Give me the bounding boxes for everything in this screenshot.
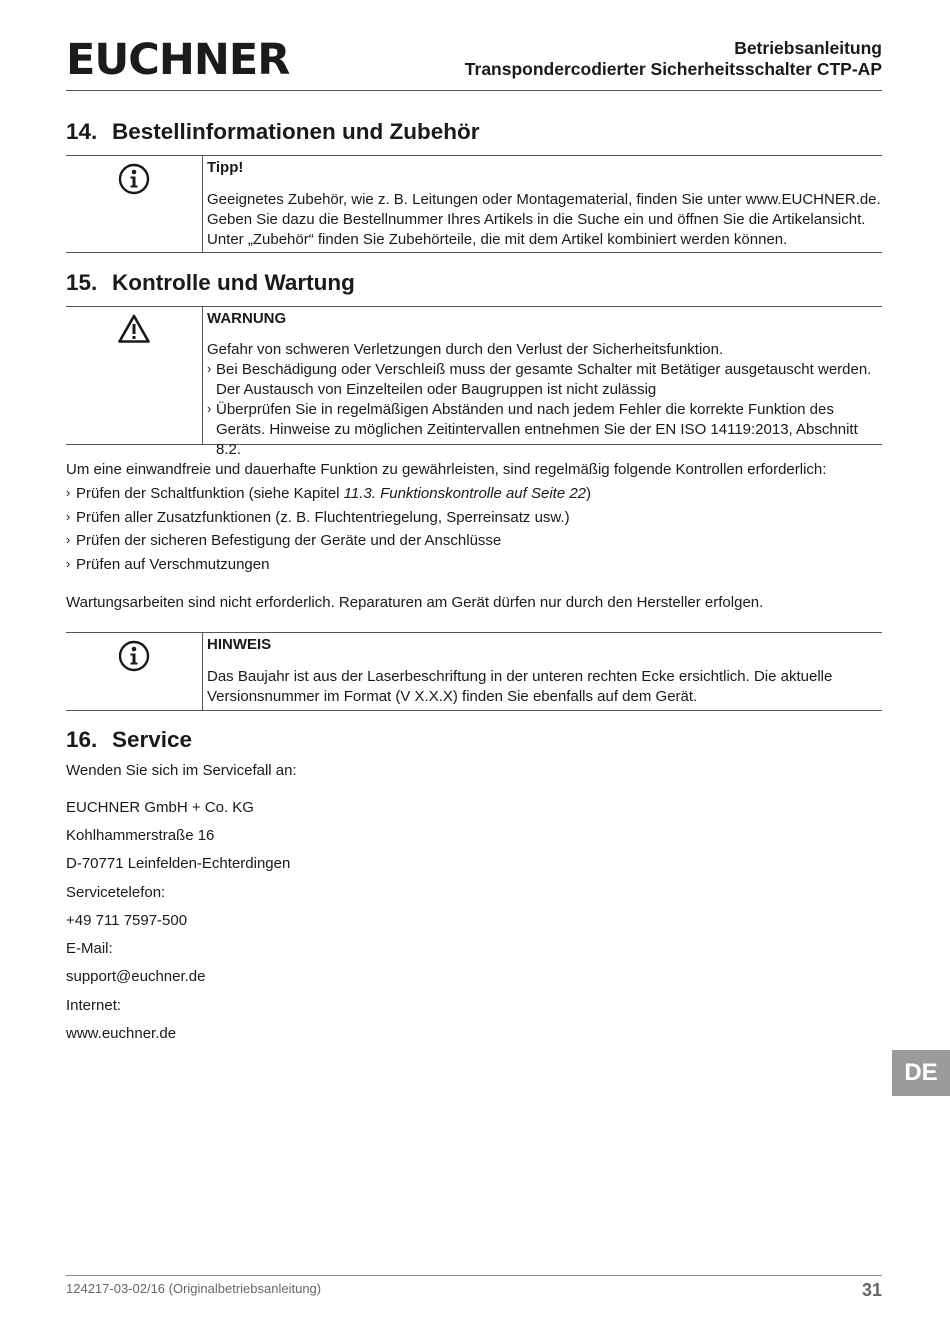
section-14-title: Bestellinformationen und Zubehör — [112, 119, 480, 144]
section-15-title: Kontrolle und Wartung — [112, 270, 355, 295]
check-text: Prüfen der Schaltfunktion (siehe Kapitel — [76, 485, 344, 502]
header-title-line1: Betriebsanleitung — [734, 38, 882, 58]
tip-title: Tipp! — [207, 159, 244, 176]
service-web-link[interactable]: www.euchner.de — [66, 1025, 177, 1042]
service-phone: +49 711 7597-500 — [66, 912, 188, 929]
warning-box — [66, 306, 882, 458]
service-company: EUCHNER GmbH + Co. KG — [66, 799, 254, 816]
check-text-end: ) — [586, 485, 592, 502]
tip-line: Unter „Zubehör“ finden Sie Zubehörteile, die mit dem Artikel kombiniert werden können. — [207, 231, 788, 248]
hinweis-box — [66, 632, 882, 711]
tip-box — [66, 155, 882, 253]
hinweis-text: Das Baujahr ist aus der Laserbeschriftung in der unteren rechten Ecke ersichtlich. Die aktuelle Versionsnummer im Format (V X.X.X) finden Sie ebenfalls auf dem Gerät. — [207, 668, 833, 705]
service-intro: Wenden Sie sich im Servicefall an: — [66, 762, 297, 779]
section-16-title: Service — [112, 727, 193, 752]
warning-item: › Bei Beschädigung oder Verschleiß muss der gesamte Schalter mit Betätiger ausgetauscht werden. Der Austausch von Einzelteilen oder Baugruppen ist nicht zulässig — [207, 360, 882, 400]
list-item: › Prüfen aller Zusatzfunktionen (z. B. Fluchtentriegelung, Sperreinsatz usw.) — [66, 508, 882, 532]
section-16-number: 16. — [66, 727, 98, 752]
section-16-heading — [66, 726, 192, 754]
page-number: 31 — [861, 1280, 882, 1300]
section-15-heading — [66, 269, 355, 297]
info-icon — [118, 163, 150, 195]
warning-intro: Gefahr von schweren Verletzungen durch den Verlust der Sicherheitsfunktion. — [207, 341, 724, 358]
service-street: Kohlhammerstraße 16 — [66, 827, 215, 844]
footer-divider — [66, 1275, 882, 1276]
service-email-link[interactable]: support@euchner.de — [66, 968, 206, 985]
checks-list — [66, 484, 882, 578]
header-divider — [66, 90, 882, 91]
tip-line: Geeignetes Zubehör, wie z. B. Leitungen oder Montagematerial, finden Sie unter www.EUCHNER.de. — [207, 191, 881, 208]
section-15-number: 15. — [66, 270, 98, 295]
list-item — [66, 484, 882, 508]
service-phone-label: Servicetelefon: — [66, 884, 166, 901]
checks-intro: Um eine einwandfreie und dauerhafte Funktion zu gewährleisten, sind regelmäßig folgende Kontrollen erforderlich: — [66, 461, 827, 478]
tip-line: Geben Sie dazu die Bestellnummer Ihres Artikels in die Suche ein und öffnen Sie die Artikelansicht. — [207, 211, 866, 228]
footer-doc-id: 124217-03-02/16 (Originalbetriebsanleitung) — [66, 1281, 322, 1296]
list-item: › Prüfen auf Verschmutzungen — [66, 555, 882, 579]
euchner-logo: EUCHNER — [66, 35, 290, 85]
warning-item: › Überprüfen Sie in regelmäßigen Abständen und nach jedem Fehler die korrekte Funktion des Geräts. Hinweise zu möglichen Zeitintervallen entnehmen Sie der EN ISO 14119:2013, Abschnitt 8.2. — [207, 400, 882, 460]
warning-title: WARNUNG — [207, 310, 287, 327]
service-city: D-70771 Leinfelden-Echterdingen — [66, 855, 291, 872]
info-icon — [118, 640, 150, 672]
chapter-reference-link[interactable]: 11.3. Funktionskontrolle auf Seite 22 — [343, 485, 587, 502]
hinweis-icon-cell — [66, 633, 203, 710]
tip-icon-cell — [66, 156, 203, 252]
section-14-number: 14. — [66, 119, 98, 144]
warning-icon-cell — [66, 307, 203, 444]
language-tab: DE — [892, 1050, 950, 1096]
document-header — [465, 38, 882, 80]
service-email-label: E-Mail: — [66, 940, 113, 957]
service-web-label: Internet: — [66, 997, 122, 1014]
hinweis-title: HINWEIS — [207, 636, 272, 653]
header-title-line2: Transpondercodierter Sicherheitsschalter CTP-AP — [464, 59, 882, 79]
section-14-heading — [66, 118, 480, 146]
maintenance-text: Wartungsarbeiten sind nicht erforderlich. Reparaturen am Gerät dürfen nur durch den Hersteller erfolgen. — [66, 594, 764, 611]
list-item: › Prüfen der sicheren Befestigung der Geräte und der Anschlüsse — [66, 531, 882, 555]
warning-triangle-icon — [117, 313, 151, 345]
